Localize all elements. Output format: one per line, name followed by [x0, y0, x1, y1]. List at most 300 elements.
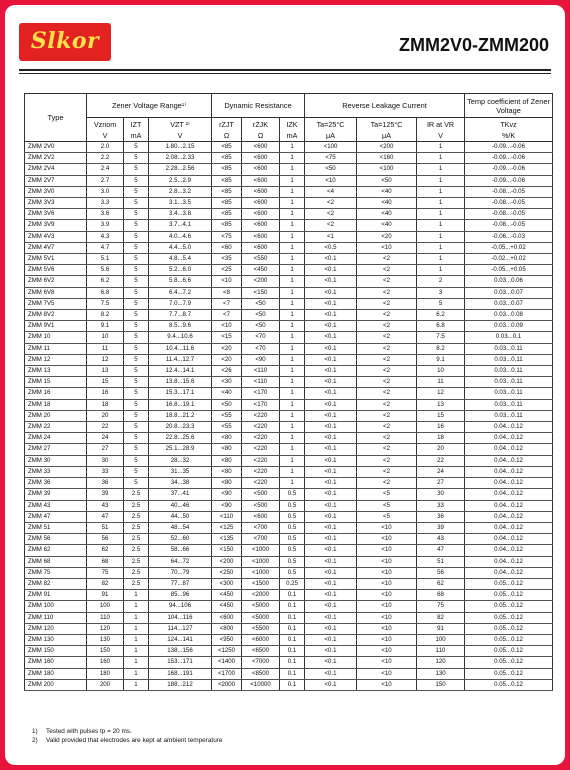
cell-vr: 3 — [417, 287, 465, 298]
cell-ir-125c: <5 — [357, 511, 417, 522]
cell-rzjk: <70 — [242, 332, 280, 343]
cell-ir-25c: <0.1 — [305, 354, 357, 365]
cell-tkvz: 0.04...0.12 — [465, 455, 553, 466]
cell-rzjt: <80 — [212, 444, 242, 455]
cell-ir-25c: <0.1 — [305, 444, 357, 455]
cell-rzjt: <150 — [212, 545, 242, 556]
cell-ir-125c: <2 — [357, 478, 417, 489]
col-group-leakage: Reverse Leakage Current — [305, 94, 465, 118]
cell-izk: 0.1 — [280, 634, 305, 645]
cell-type: ZMM 3V9 — [25, 220, 87, 231]
cell-izk: 1 — [280, 310, 305, 321]
cell-izk: 0.1 — [280, 590, 305, 601]
table-row — [25, 478, 553, 489]
cell-vr: 10 — [417, 366, 465, 377]
cell-izk: 1 — [280, 198, 305, 209]
cell-tkvz: -0.08...-0.05 — [465, 186, 553, 197]
cell-vzt: 2.08...2.33 — [149, 153, 212, 164]
cell-vr: 8.2 — [417, 343, 465, 354]
cell-vr: 6.2 — [417, 310, 465, 321]
cell-type: ZMM 82 — [25, 578, 87, 589]
cell-ir-25c: <0.1 — [305, 455, 357, 466]
cell-type: ZMM 180 — [25, 668, 87, 679]
cell-izt: 2.5 — [124, 511, 149, 522]
cell-rzjk: <6500 — [242, 646, 280, 657]
cell-type: ZMM 200 — [25, 679, 87, 690]
cell-rzjt: <30 — [212, 377, 242, 388]
cell-izt: 5 — [124, 422, 149, 433]
table-row — [25, 186, 553, 197]
cell-vznom: 2.2 — [87, 153, 124, 164]
cell-rzjk: <600 — [242, 142, 280, 153]
cell-vznom: 110 — [87, 612, 124, 623]
cell-vznom: 120 — [87, 623, 124, 634]
cell-vr: 100 — [417, 634, 465, 645]
cell-tkvz: 0.03...0.11 — [465, 388, 553, 399]
cell-tkvz: -0.08...-0.05 — [465, 209, 553, 220]
cell-type: ZMM 24 — [25, 433, 87, 444]
cell-vzt: 7.0...7.9 — [149, 298, 212, 309]
cell-type: ZMM 3V0 — [25, 186, 87, 197]
cell-vzt: 2.5...2.9 — [149, 175, 212, 186]
cell-type: ZMM 120 — [25, 623, 87, 634]
cell-ir-125c: <100 — [357, 164, 417, 175]
cell-ir-125c: <2 — [357, 366, 417, 377]
cell-izk: 1 — [280, 298, 305, 309]
cell-ir-125c: <2 — [357, 354, 417, 365]
cell-rzjk: <50 — [242, 298, 280, 309]
cell-tkvz: 0.05...0.12 — [465, 679, 553, 690]
table-row — [25, 276, 553, 287]
cell-rzjk: <700 — [242, 534, 280, 545]
cell-ir-25c: <2 — [305, 220, 357, 231]
cell-ir-25c: <0.1 — [305, 646, 357, 657]
cell-rzjk: <200 — [242, 276, 280, 287]
cell-ir-25c: <4 — [305, 186, 357, 197]
cell-izk: 0.5 — [280, 522, 305, 533]
cell-izt: 2.5 — [124, 556, 149, 567]
cell-izk: 0.1 — [280, 657, 305, 668]
cell-tkvz: 0.03...0.11 — [465, 354, 553, 365]
cell-rzjk: <600 — [242, 231, 280, 242]
cell-izt: 5 — [124, 332, 149, 343]
cell-vznom: 2.4 — [87, 164, 124, 175]
cell-vr: 1 — [417, 198, 465, 209]
table-row — [25, 142, 553, 153]
cell-vr: 91 — [417, 623, 465, 634]
footnote-number: 1) — [32, 728, 38, 735]
cell-tkvz: 0.03...0.11 — [465, 399, 553, 410]
cell-vr: 2 — [417, 276, 465, 287]
cell-ir-125c: <2 — [357, 298, 417, 309]
cell-type: ZMM 4V3 — [25, 231, 87, 242]
cell-rzjk: <600 — [242, 209, 280, 220]
table-row — [25, 220, 553, 231]
cell-vr: 9.1 — [417, 354, 465, 365]
cell-rzjt: <85 — [212, 142, 242, 153]
cell-izk: 0.5 — [280, 556, 305, 567]
cell-rzjk: <600 — [242, 242, 280, 253]
cell-type: ZMM 4V7 — [25, 242, 87, 253]
cell-vznom: 4.7 — [87, 242, 124, 253]
cell-vr: 150 — [417, 679, 465, 690]
cell-tkvz: 0.04...0.12 — [465, 522, 553, 533]
cell-vzt: 104...116 — [149, 612, 212, 623]
cell-rzjk: <150 — [242, 287, 280, 298]
cell-tkvz: 0.05...0.12 — [465, 590, 553, 601]
cell-ir-25c: <0.1 — [305, 276, 357, 287]
cell-izt: 5 — [124, 153, 149, 164]
cell-tkvz: 0.04...0.12 — [465, 511, 553, 522]
cell-rzjt: <125 — [212, 522, 242, 533]
cell-vr: 1 — [417, 254, 465, 265]
cell-vr: 56 — [417, 567, 465, 578]
col-vzt: VZT ²⁾ — [149, 118, 212, 131]
cell-izk: 1 — [280, 366, 305, 377]
table-row — [25, 422, 553, 433]
cell-rzjt: <80 — [212, 433, 242, 444]
cell-vznom: 75 — [87, 567, 124, 578]
cell-izt: 5 — [124, 466, 149, 477]
cell-izt: 5 — [124, 354, 149, 365]
cell-rzjt: <85 — [212, 209, 242, 220]
cell-rzjk: <220 — [242, 466, 280, 477]
cell-izk: 1 — [280, 444, 305, 455]
cell-type: ZMM 16 — [25, 388, 87, 399]
cell-ir-25c: <10 — [305, 175, 357, 186]
cell-vr: 15 — [417, 410, 465, 421]
cell-vzt: 4.8...5.4 — [149, 254, 212, 265]
cell-vr: 13 — [417, 399, 465, 410]
table-row — [25, 310, 553, 321]
cell-ir-25c: <0.1 — [305, 332, 357, 343]
table-row — [25, 534, 553, 545]
cell-type: ZMM 56 — [25, 534, 87, 545]
cell-ir-25c: <0.1 — [305, 612, 357, 623]
cell-ir-125c: <2 — [357, 276, 417, 287]
cell-ir-125c: <40 — [357, 209, 417, 220]
cell-vr: 1 — [417, 186, 465, 197]
col-group-zener: Zener Voltage Range¹⁾ — [87, 94, 212, 118]
cell-ir-125c: <2 — [357, 422, 417, 433]
cell-izk: 0.1 — [280, 646, 305, 657]
cell-ir-25c: <0.1 — [305, 399, 357, 410]
table-row — [25, 500, 553, 511]
cell-type: ZMM 2V7 — [25, 175, 87, 186]
cell-tkvz: 0.03...0.1 — [465, 332, 553, 343]
cell-vzt: 138...156 — [149, 646, 212, 657]
cell-vzt: 124...141 — [149, 634, 212, 645]
cell-izk: 0.1 — [280, 679, 305, 690]
cell-rzjk: <7000 — [242, 657, 280, 668]
cell-rzjt: <25 — [212, 265, 242, 276]
cell-tkvz: -0.05...+0.02 — [465, 242, 553, 253]
cell-izt: 1 — [124, 679, 149, 690]
cell-tkvz: 0.05...0.12 — [465, 657, 553, 668]
unit-tkvz: %/K — [465, 130, 553, 142]
cell-vznom: 200 — [87, 679, 124, 690]
cell-izt: 1 — [124, 612, 149, 623]
cell-type: ZMM 43 — [25, 500, 87, 511]
cell-ir-25c: <0.1 — [305, 590, 357, 601]
cell-type: ZMM 10 — [25, 332, 87, 343]
cell-tkvz: 0.03...0.09 — [465, 321, 553, 332]
cell-vznom: 150 — [87, 646, 124, 657]
cell-izk: 0.5 — [280, 489, 305, 500]
cell-rzjt: <15 — [212, 332, 242, 343]
cell-vr: 1 — [417, 242, 465, 253]
cell-izt: 5 — [124, 399, 149, 410]
cell-vzt: 85...96 — [149, 590, 212, 601]
cell-type: ZMM 5V6 — [25, 265, 87, 276]
cell-rzjk: <600 — [242, 186, 280, 197]
cell-vr: 20 — [417, 444, 465, 455]
cell-vznom: 100 — [87, 601, 124, 612]
cell-vr: 1 — [417, 220, 465, 231]
table-row — [25, 254, 553, 265]
cell-ir-25c: <0.1 — [305, 410, 357, 421]
cell-vr: 1 — [417, 209, 465, 220]
col-rzjt: rZJT — [212, 118, 242, 131]
cell-tkvz: 0.03...0.06 — [465, 276, 553, 287]
cell-vznom: 3.3 — [87, 198, 124, 209]
cell-vznom: 13 — [87, 366, 124, 377]
cell-rzjt: <40 — [212, 388, 242, 399]
cell-vzt: 77...87 — [149, 578, 212, 589]
cell-vzt: 1.80...2.15 — [149, 142, 212, 153]
cell-rzjt: <20 — [212, 354, 242, 365]
col-t125: Ta=125°C — [357, 118, 417, 131]
cell-type: ZMM 68 — [25, 556, 87, 567]
cell-type: ZMM 2V0 — [25, 142, 87, 153]
cell-vznom: 16 — [87, 388, 124, 399]
unit-rzjt: Ω — [212, 130, 242, 142]
cell-ir-25c: <2 — [305, 198, 357, 209]
cell-type: ZMM 91 — [25, 590, 87, 601]
cell-type: ZMM 100 — [25, 601, 87, 612]
cell-vzt: 3.1...3.5 — [149, 198, 212, 209]
cell-izk: 1 — [280, 276, 305, 287]
cell-vznom: 18 — [87, 399, 124, 410]
cell-rzjt: <75 — [212, 231, 242, 242]
cell-type: ZMM 2V4 — [25, 164, 87, 175]
cell-vr: 18 — [417, 433, 465, 444]
cell-ir-25c: <0.1 — [305, 545, 357, 556]
cell-vznom: 56 — [87, 534, 124, 545]
cell-rzjk: <500 — [242, 500, 280, 511]
cell-vzt: 28...32 — [149, 455, 212, 466]
col-izk: IZK — [280, 118, 305, 131]
zener-spec-table — [24, 93, 553, 691]
cell-rzjk: <600 — [242, 175, 280, 186]
table-row — [25, 511, 553, 522]
cell-vr: 75 — [417, 601, 465, 612]
cell-tkvz: 0.05...0.12 — [465, 578, 553, 589]
cell-izk: 1 — [280, 343, 305, 354]
cell-vr: 7.5 — [417, 332, 465, 343]
table-row — [25, 634, 553, 645]
cell-izk: 1 — [280, 433, 305, 444]
cell-type: ZMM 2V2 — [25, 153, 87, 164]
cell-tkvz: 0.04...0.12 — [465, 466, 553, 477]
cell-vr: 1 — [417, 231, 465, 242]
col-group-temp: Temp coefficient of Zener Voltage — [465, 94, 553, 118]
cell-vr: 110 — [417, 646, 465, 657]
table-row — [25, 354, 553, 365]
cell-rzjk: <220 — [242, 444, 280, 455]
cell-izt: 5 — [124, 175, 149, 186]
cell-izt: 5 — [124, 343, 149, 354]
table-row — [25, 646, 553, 657]
cell-tkvz: 0.05...0.12 — [465, 668, 553, 679]
cell-izt: 5 — [124, 388, 149, 399]
cell-ir-25c: <0.1 — [305, 578, 357, 589]
unit-vznom: V — [87, 130, 124, 142]
cell-izk: 1 — [280, 422, 305, 433]
cell-ir-125c: <2 — [357, 399, 417, 410]
cell-izk: 0.5 — [280, 534, 305, 545]
cell-vr: 6.8 — [417, 321, 465, 332]
cell-rzjt: <80 — [212, 455, 242, 466]
cell-rzjk: <50 — [242, 310, 280, 321]
unit-rzjk: Ω — [242, 130, 280, 142]
cell-ir-125c: <5 — [357, 500, 417, 511]
cell-izk: 0.1 — [280, 612, 305, 623]
cell-vzt: 34...38 — [149, 478, 212, 489]
cell-izt: 1 — [124, 590, 149, 601]
cell-rzjk: <90 — [242, 354, 280, 365]
cell-izt: 5 — [124, 209, 149, 220]
cell-rzjt: <135 — [212, 534, 242, 545]
cell-izt: 5 — [124, 298, 149, 309]
cell-rzjt: <85 — [212, 220, 242, 231]
cell-tkvz: 0.03...0.11 — [465, 410, 553, 421]
cell-vznom: 6.8 — [87, 287, 124, 298]
cell-ir-25c: <0.1 — [305, 679, 357, 690]
table-row — [25, 321, 553, 332]
cell-tkvz: 0.04...0.12 — [465, 567, 553, 578]
cell-ir-125c: <2 — [357, 388, 417, 399]
cell-vzt: 5.8...6.6 — [149, 276, 212, 287]
cell-ir-125c: <10 — [357, 590, 417, 601]
cell-vznom: 51 — [87, 522, 124, 533]
table-row — [25, 175, 553, 186]
cell-ir-25c: <1 — [305, 231, 357, 242]
cell-izt: 5 — [124, 478, 149, 489]
cell-ir-125c: <5 — [357, 489, 417, 500]
table-row — [25, 444, 553, 455]
cell-rzjt: <55 — [212, 422, 242, 433]
cell-izt: 1 — [124, 634, 149, 645]
cell-vznom: 10 — [87, 332, 124, 343]
cell-rzjt: <85 — [212, 153, 242, 164]
cell-ir-125c: <2 — [357, 410, 417, 421]
cell-tkvz: 0.04...0.12 — [465, 433, 553, 444]
col-rzjk: rZJK — [242, 118, 280, 131]
cell-vr: 11 — [417, 377, 465, 388]
table-row — [25, 343, 553, 354]
cell-vznom: 43 — [87, 500, 124, 511]
cell-tkvz: 0.04...0.12 — [465, 534, 553, 545]
cell-vzt: 48...54 — [149, 522, 212, 533]
cell-tkvz: 0.05...0.12 — [465, 634, 553, 645]
cell-izt: 1 — [124, 601, 149, 612]
table-row — [25, 455, 553, 466]
cell-izt: 5 — [124, 198, 149, 209]
cell-vzt: 31...35 — [149, 466, 212, 477]
cell-izk: 1 — [280, 287, 305, 298]
cell-type: ZMM 7V5 — [25, 298, 87, 309]
cell-vznom: 5.6 — [87, 265, 124, 276]
cell-ir-125c: <160 — [357, 153, 417, 164]
table-row — [25, 433, 553, 444]
unit-izt: mA — [124, 130, 149, 142]
cell-izk: 0.1 — [280, 623, 305, 634]
cell-type: ZMM 11 — [25, 343, 87, 354]
cell-izk: 1 — [280, 265, 305, 276]
table-row — [25, 287, 553, 298]
cell-ir-125c: <2 — [357, 287, 417, 298]
cell-izt: 5 — [124, 377, 149, 388]
cell-ir-25c: <0.1 — [305, 534, 357, 545]
cell-vzt: 5.2...6.0 — [149, 265, 212, 276]
cell-vznom: 180 — [87, 668, 124, 679]
cell-rzjt: <1250 — [212, 646, 242, 657]
cell-ir-25c: <0.1 — [305, 433, 357, 444]
table-row — [25, 522, 553, 533]
cell-vzt: 22.8...25.6 — [149, 433, 212, 444]
header-divider-thin — [19, 73, 551, 74]
cell-izk: 1 — [280, 377, 305, 388]
cell-vznom: 91 — [87, 590, 124, 601]
cell-izt: 5 — [124, 321, 149, 332]
cell-type: ZMM 9V1 — [25, 321, 87, 332]
cell-type: ZMM 130 — [25, 634, 87, 645]
cell-ir-125c: <50 — [357, 175, 417, 186]
cell-vzt: 70...79 — [149, 567, 212, 578]
cell-ir-25c: <0.1 — [305, 567, 357, 578]
cell-rzjt: <450 — [212, 590, 242, 601]
cell-izk: 1 — [280, 354, 305, 365]
cell-type: ZMM 62 — [25, 545, 87, 556]
cell-type: ZMM 51 — [25, 522, 87, 533]
cell-vznom: 12 — [87, 354, 124, 365]
cell-vzt: 9.4...10.6 — [149, 332, 212, 343]
cell-tkvz: -0.09...-0.06 — [465, 142, 553, 153]
cell-vzt: 13.8...15.6 — [149, 377, 212, 388]
cell-rzjt: <55 — [212, 410, 242, 421]
col-tkvz: TKvz — [465, 118, 553, 131]
cell-tkvz: 0.05...0.12 — [465, 601, 553, 612]
cell-ir-25c: <0.1 — [305, 668, 357, 679]
cell-rzjk: <8500 — [242, 668, 280, 679]
cell-tkvz: 0.05...0.12 — [465, 646, 553, 657]
table-row — [25, 601, 553, 612]
footnote — [32, 736, 222, 745]
cell-izt: 2.5 — [124, 567, 149, 578]
cell-rzjk: <50 — [242, 321, 280, 332]
cell-ir-125c: <10 — [357, 578, 417, 589]
cell-type: ZMM 13 — [25, 366, 87, 377]
table-row — [25, 164, 553, 175]
cell-ir-125c: <10 — [357, 522, 417, 533]
cell-vznom: 33 — [87, 466, 124, 477]
cell-rzjt: <600 — [212, 612, 242, 623]
cell-rzjt: <800 — [212, 623, 242, 634]
cell-rzjt: <80 — [212, 466, 242, 477]
cell-type: ZMM 12 — [25, 354, 87, 365]
cell-rzjk: <550 — [242, 254, 280, 265]
